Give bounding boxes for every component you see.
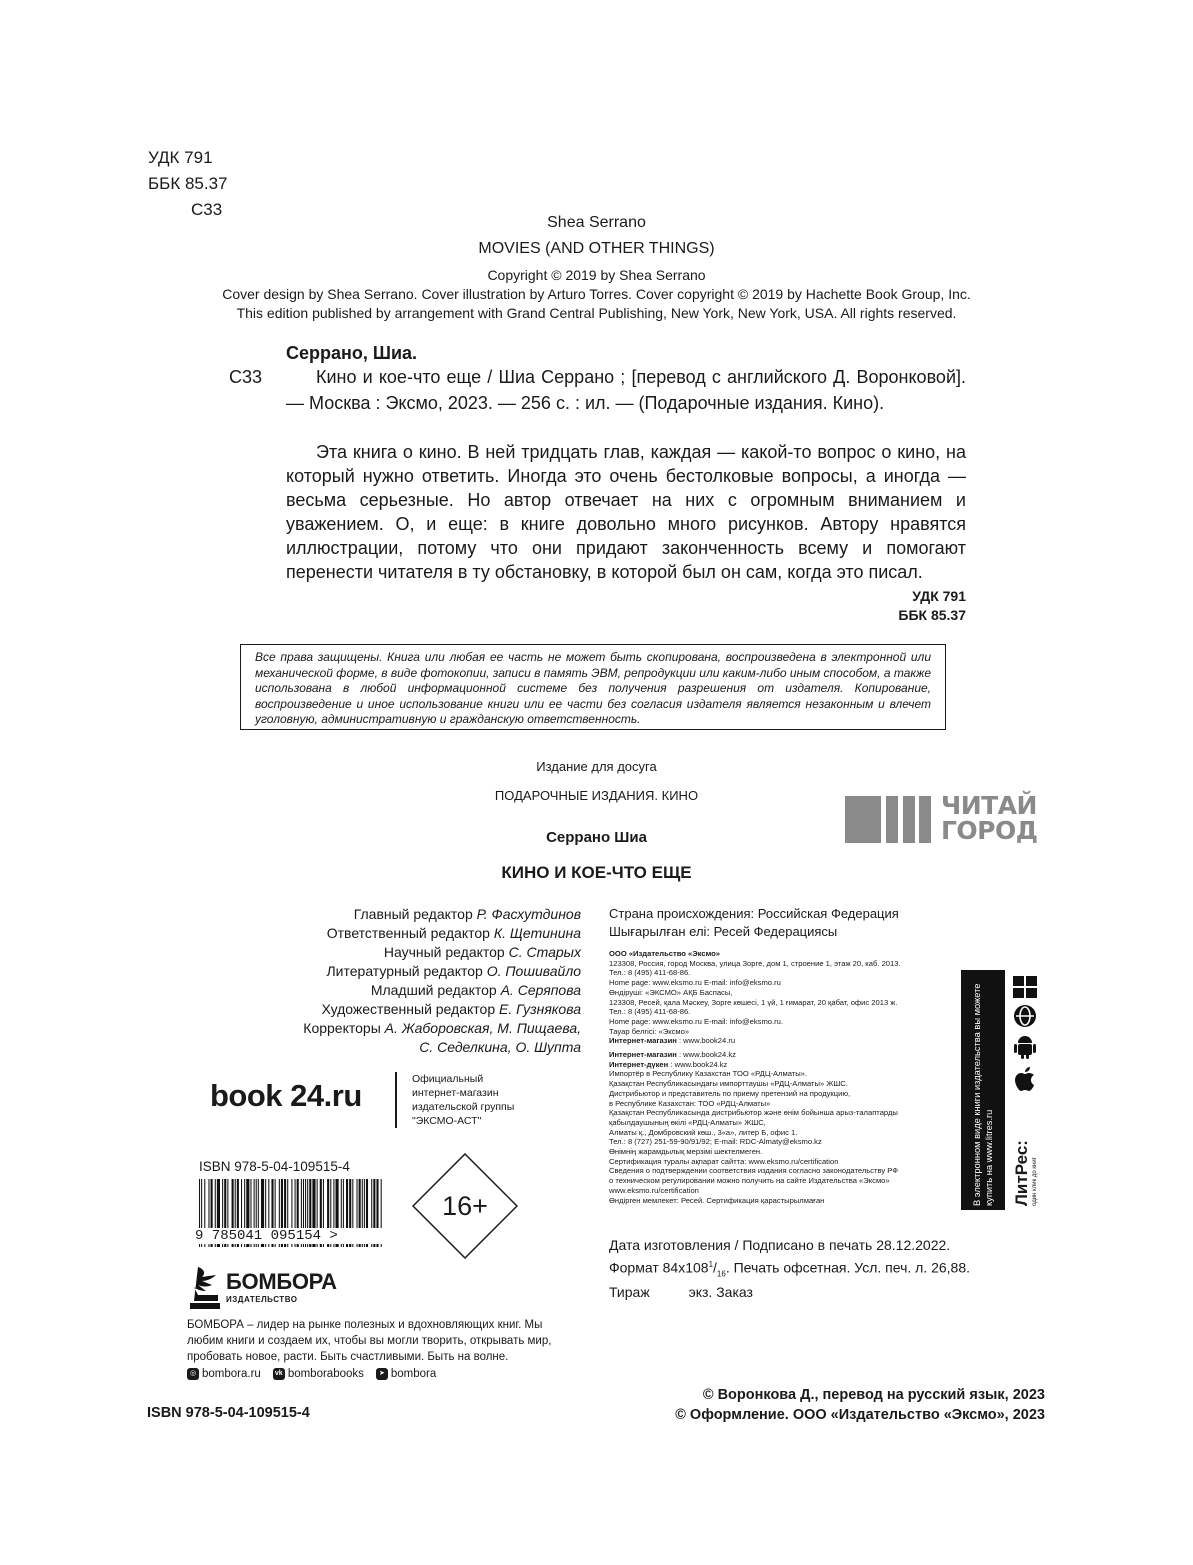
biblio-author-sign: С33 [229, 367, 263, 387]
copyright-line: Copyright © 2019 by Shea Serrano [487, 267, 706, 283]
staff-role: Научный редактор [383, 944, 505, 960]
publisher-info-line: қабылдаушының өкілі «РДЦ-Алматы» ЖШС, [609, 1117, 766, 1127]
staff-row [303, 981, 581, 1000]
original-copyright [100, 266, 1093, 323]
social-links [187, 1364, 448, 1382]
publisher-info-line: Қазақстан Республикасындағы импорттаушы «РДЦ-Алматы» ЖШС. [609, 1079, 848, 1089]
bbk-code: ББК 85.37 [898, 607, 966, 623]
staff-name: А. Жаборовская, М. Пищаева, [384, 1020, 581, 1036]
original-edition [0, 210, 1193, 262]
staff-name: Р. Фасхутдинов [476, 906, 581, 922]
staff-row [303, 924, 581, 943]
staff-name: С. Седелкина, О. Шупта [419, 1039, 581, 1055]
origin-ru: Страна происхождения: Российская Федерация [609, 906, 899, 921]
age-rating-text: 16+ [442, 1191, 488, 1221]
publisher-info-line: Импортёр в Республику Казахстан ТОО «РДЦ-Алматы». [609, 1069, 808, 1079]
social-link [376, 1366, 436, 1382]
staff-name: А. Серяпова [500, 982, 581, 998]
ebook-black-strip [961, 970, 1005, 1210]
book24-desc-line: Официальный [412, 1073, 484, 1085]
staff-role: Корректоры [303, 1020, 381, 1036]
biblio-author-heading: Серрано, Шиа. [286, 343, 418, 363]
staff-name: К. Щетинина [493, 925, 581, 941]
author-sign: С33 [191, 200, 223, 219]
publisher-info [609, 949, 959, 1205]
globe-icon: ◎ [187, 1368, 199, 1380]
staff-role: Литературный редактор [326, 963, 483, 979]
book24-desc-line: издательской группы [412, 1101, 515, 1113]
publisher-info-line: Қазақстан Республикасында дистрибьютор және өнім бойынша арыз-талаптарды [609, 1108, 898, 1118]
social-link [273, 1366, 364, 1382]
edition-type: Издание для досуга [536, 759, 657, 774]
publisher-info-line: www.eksmo.ru/certification [609, 1185, 699, 1195]
ebook-banner-text [971, 970, 995, 1206]
publisher-info-line: Өндірген мемлекет: Ресей. Сертификация қарастырылмаған [609, 1195, 825, 1205]
chitai-gorod-bars-icon [845, 796, 935, 843]
publisher-info-line: Тауар белгісі: «Эксмо» [609, 1026, 690, 1036]
format-prefix: Формат 84x108 [609, 1259, 709, 1276]
book-annotation: Эта книга о кино. В ней тридцать глав, каждая — какой-то вопрос о кино, на который нужно ответить. Иногда это очень бестолковые вопросы, а иногда — весьма серьезные. Но автор отвечает на них с огромным вниманием и уважением. О, и еще: в книге довольно много рисунков. Автору нравятся иллюстрации, потому что они придают законченность всему и помогают перенести читателя в ту обстановку, в которой был он сам, когда это писал. [286, 442, 966, 582]
staff-name: Е. Гузнякова [499, 1001, 581, 1017]
udk-code: УДК 791 [148, 148, 213, 167]
copyright-line: Cover design by Shea Serrano. Cover illustration by Arturo Torres. Cover copyright © 2019 by Hachette Book Group, Inc. [222, 286, 971, 302]
publisher-info-line: Home page: www.eksmo.ru E-mail: info@eksmo.ru. [609, 1016, 783, 1026]
bombora-description: БОМБОРА – лидер на рынке полезных и вдохновляющих книг. Мы любим книги и создаем их, чтобы вы могли творить, открывать мир, пробовать новое, расти. Быть счастливыми. Быть на волне. [187, 1319, 552, 1363]
staff-row [303, 1038, 581, 1057]
book24-desc-line: интернет-магазин [412, 1087, 499, 1099]
publisher-info-line: Дистрибьютор и представитель по приему претензий на продукцию, [609, 1088, 851, 1098]
publisher-info-line: Өндіруші: «ЭКСМО» АҚБ Баспасы, [609, 987, 733, 997]
publisher-info-line: 123308, Россия, город Москва, улица Зорге, дом 1, строение 1, этаж 20, каб. 2013. [609, 958, 901, 968]
publisher-info-line: Алматы қ., Домбровский көш., 3«а», литер Б, офис 1. [609, 1127, 798, 1137]
litres-logo-text: ЛитРес: [1012, 1140, 1031, 1206]
age-rating-badge [412, 1153, 518, 1259]
format-suffix: . Печать офсетная. Усл. печ. л. 26,88. [725, 1259, 971, 1276]
android-icon [1013, 1034, 1037, 1060]
biblio-description: Кино и кое-что еще / Шиа Серрано ; [перевод с английского Д. Воронковой]. — Москва : Эксмо, 2023. — 256 с. : ил. — (Подарочные издания. Кино). [286, 367, 966, 413]
publisher-info-line: Тел.: 8 (495) 411-68-86. [609, 1007, 691, 1017]
publisher-info-line: Сертификация туралы ақпарат сайтта: www.eksmo.ru/certification [609, 1156, 839, 1166]
print-format [609, 1255, 970, 1283]
staff-role: Главный редактор [353, 906, 473, 922]
original-author: Shea Serrano [547, 214, 646, 231]
publisher-info-line: Интернет-магазин : www.book24.kz [609, 1050, 736, 1060]
publisher-info-line: Интернет-дүкен : www.book24.kz [609, 1059, 728, 1069]
copyright-design: © Оформление. ООО «Издательство «Эксмо», 2023 [675, 1407, 1045, 1423]
print-info [609, 1236, 970, 1302]
staff-role: Художественный редактор [321, 1001, 496, 1017]
format-sup: 1 [708, 1260, 714, 1269]
social-label: bombora.ru [202, 1368, 261, 1380]
vk-icon: vk [273, 1368, 285, 1380]
staff-role: Младший редактор [370, 982, 497, 998]
ebook-line-1: В электронном виде книги издательства вы можете [972, 983, 982, 1206]
copyright-translation: © Воронкова Д., перевод на русский язык, 2023 [702, 1387, 1045, 1403]
print-run: Тираж экз. Заказ [609, 1284, 753, 1301]
origin-kz: Шығарылған елі: Ресей Федерациясы [609, 924, 838, 939]
publisher-info-line: Тел.: 8 (727) 251-59-90/91/92; E-mail: RDC-Almaty@eksmo.kz [609, 1137, 822, 1147]
windows-icon [1013, 976, 1037, 998]
social-link [187, 1366, 261, 1382]
ebook-line-2: купить на www.litres.ru [984, 1109, 994, 1206]
rights-notice-text: Все права защищены. Книга или любая ее часть не может быть скопирована, воспроизведена в электронной или механической форме, в виде фотокопии, записи в память ЭВМ, репродукции или каким-либо иным способом, а также использована в любой информационной системе без получения разрешения от издателя. Копирование, воспроизведение и иное использование книги или ее части без согласия издателя является незаконным и влечет уголовную, административную и гражданскую ответственность. [255, 650, 931, 726]
isbn: ISBN 978-5-04-109515-4 [147, 1405, 310, 1421]
staff-role: Ответственный редактор [326, 925, 490, 941]
format-slash: / [713, 1259, 717, 1276]
chitai-word: ЧИТАЙ [941, 791, 1037, 820]
book-title: КИНО И КОЕ-ЧТО ЕЩЕ [501, 863, 692, 882]
format-sub: 16 [716, 1269, 726, 1279]
staff-row [303, 943, 581, 962]
bombora-name: БОМБОРА [226, 1269, 337, 1294]
litres-tagline: один клик до книг [1032, 1157, 1038, 1206]
staff-row [303, 1000, 581, 1019]
litres-logo [1013, 1116, 1039, 1206]
staff-row [303, 962, 581, 981]
chitai-gorod-logo [845, 791, 1050, 850]
book24-description [412, 1072, 514, 1128]
publisher-info-line: Home page: www.eksmo.ru E-mail: info@eksmo.ru [609, 978, 781, 988]
series-name: ПОДАРОЧНЫЕ ИЗДАНИЯ. КИНО [494, 788, 699, 803]
staff-name: С. Старых [508, 944, 581, 960]
publisher-info-line: Өнімнің жарамдылық мерзімі шектелмеген. [609, 1147, 763, 1157]
publisher-info-line: о техническом регулировании можно получить на сайте Издательства «Эксмо» [609, 1176, 890, 1186]
bbk-code: ББК 85.37 [148, 174, 228, 193]
publisher-info-line: Тел.: 8 (495) 411-68-86. [609, 968, 691, 978]
udk-code: УДК 791 [912, 588, 966, 604]
rights-notice-box [240, 644, 946, 730]
barcode-digits: 9 785041 095154 > [195, 1228, 390, 1244]
publisher-info-line: Сведения о подтверждении соответствия издания согласно законодательству РФ [609, 1166, 899, 1176]
author-name: Серрано Шиа [546, 829, 647, 846]
bombora-sub: ИЗДАТЕЛЬСТВО [226, 1295, 298, 1304]
translation-copyright [675, 1385, 1045, 1425]
editorial-staff [303, 905, 581, 1057]
staff-row [303, 1019, 581, 1038]
telegram-icon: ➤ [376, 1368, 388, 1380]
book24-divider [395, 1072, 397, 1128]
apple-icon [1013, 1066, 1037, 1092]
country-of-origin [609, 905, 899, 941]
barcode-isbn-label: ISBN 978-5-04-109515-4 [199, 1159, 350, 1174]
gorod-word: ГОРОД [941, 816, 1038, 845]
copyright-line: This edition published by arrangement with Grand Central Publishing, New York, New York, USA. All rights reserved. [236, 305, 957, 321]
book24-logo: book 24.ru [210, 1078, 362, 1113]
staff-row [303, 905, 581, 924]
print-date: Дата изготовления / Подписано в печать 28.12.2022. [609, 1237, 951, 1253]
publisher-info-line: 123308, Ресей, қала Мәскеу, Зорге көшесі, 1 үй, 1 ғимарат, 20 қабат, офис 2013 ж. [609, 997, 898, 1007]
original-title: MOVIES (AND OTHER THINGS) [478, 240, 715, 257]
publisher-info-line: в Республике Казахстан: ТОО «РДЦ-Алматы» [609, 1098, 771, 1108]
social-label: bomborabooks [287, 1368, 364, 1380]
classification-codes-bottom [846, 587, 966, 625]
bombora-logo [190, 1265, 360, 1313]
globe-icon [1013, 1004, 1037, 1028]
bombora-emblem-icon [190, 1265, 224, 1311]
platform-icons [1013, 976, 1039, 1098]
publisher-info-line: Интернет-магазин : www.book24.ru [609, 1036, 736, 1046]
staff-name: О. Пошивайло [486, 963, 581, 979]
book24-desc-line: "ЭКСМО-АСТ" [412, 1115, 482, 1127]
social-label: bombora [390, 1368, 437, 1380]
publisher-info-line: ООО «Издательство «Эксмо» [609, 949, 720, 958]
ebook-banner [961, 970, 1048, 1210]
